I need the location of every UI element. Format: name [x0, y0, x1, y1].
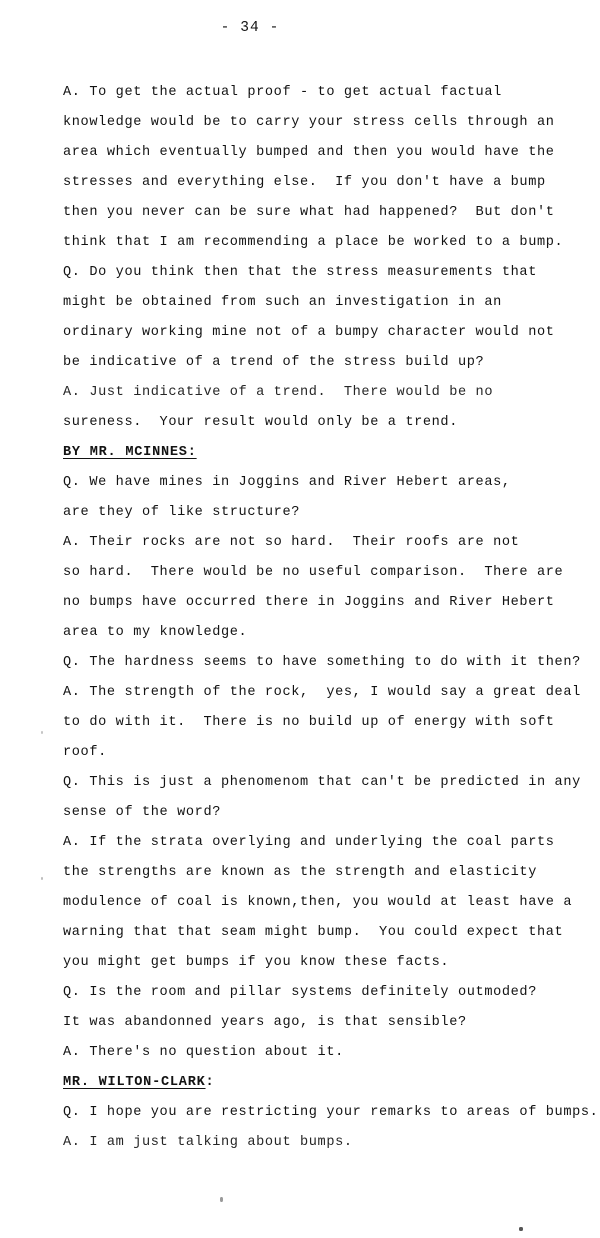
transcript-line: might be obtained from such an investigation in an — [63, 295, 502, 310]
transcript-line: Q. Do you think then that the stress measurements that — [63, 265, 537, 280]
transcript-line: warning that that seam might bump. You could expect that — [63, 925, 564, 940]
transcript-line: so hard. There would be no useful comparison. There are — [63, 565, 564, 580]
transcript-line: sureness. Your result would only be a trend. — [63, 415, 458, 430]
page-number: - 34 - — [220, 20, 280, 36]
scan-artifact-speck — [41, 877, 43, 880]
transcript-line: ordinary working mine not of a bumpy character would not — [63, 325, 555, 340]
transcript-line: modulence of coal is known,then, you would at least have a — [63, 895, 573, 910]
transcript-line: the strengths are known as the strength and elasticity — [63, 865, 537, 880]
transcript-line: Q. Is the room and pillar systems definitely outmoded? — [63, 985, 537, 1000]
transcript-line: A. Their rocks are not so hard. Their roofs are not — [63, 535, 520, 550]
scan-artifact-speck — [220, 1197, 223, 1202]
transcript-line: A. The strength of the rock, yes, I would say a great deal — [63, 685, 581, 700]
transcript-line: A. I am just talking about bumps. — [63, 1135, 353, 1150]
transcript-line: area to my knowledge. — [63, 625, 248, 640]
transcript-line: you might get bumps if you know these facts. — [63, 955, 450, 970]
speaker-heading-line — [63, 1068, 563, 1098]
transcript-body — [63, 78, 599, 1158]
transcript-line: It was abandonned years ago, is that sensible? — [63, 1015, 467, 1030]
transcript-line: think that I am recommending a place be worked to a bump. — [63, 235, 564, 250]
transcript-line: to do with it. There is no build up of energy with soft — [63, 715, 555, 730]
transcript-line: Q. I hope you are restricting your remarks to areas of bumps. — [63, 1105, 599, 1120]
transcript-line: roof. — [63, 745, 107, 760]
transcript-line: A. If the strata overlying and underlying the coal parts — [63, 835, 555, 850]
transcript-line: Q. The hardness seems to have something to do with it then? — [63, 655, 581, 670]
transcript-line: knowledge would be to carry your stress cells through an — [63, 115, 555, 130]
heading-tail: : — [205, 1075, 215, 1090]
speaker-heading-line — [63, 438, 563, 468]
transcript-line: are they of like structure? — [63, 505, 300, 520]
scan-artifact-speck — [519, 1227, 523, 1231]
transcript-line: Q. We have mines in Joggins and River Hebert areas, — [63, 475, 511, 490]
transcript-line: A. Just indicative of a trend. There would be no — [63, 385, 494, 400]
underlined-text: MR. WILTON-CLARK — [63, 1075, 206, 1090]
transcript-line: A. To get the actual proof - to get actual factual — [63, 85, 502, 100]
transcript-line: be indicative of a trend of the stress build up? — [63, 355, 485, 370]
underlined-text: BY MR. MCINNES: — [63, 445, 197, 460]
transcript-line: stresses and everything else. If you don't have a bump — [63, 175, 546, 190]
transcript-line: no bumps have occurred there in Joggins and River Hebert — [63, 595, 555, 610]
transcript-line: A. There's no question about it. — [63, 1045, 344, 1060]
transcript-line: sense of the word? — [63, 805, 221, 820]
transcript-line: then you never can be sure what had happened? But don't — [63, 205, 555, 220]
transcript-line: area which eventually bumped and then you would have the — [63, 145, 555, 160]
scan-artifact-speck — [41, 731, 43, 734]
transcript-line: Q. This is just a phenomenom that can't be predicted in any — [63, 775, 581, 790]
